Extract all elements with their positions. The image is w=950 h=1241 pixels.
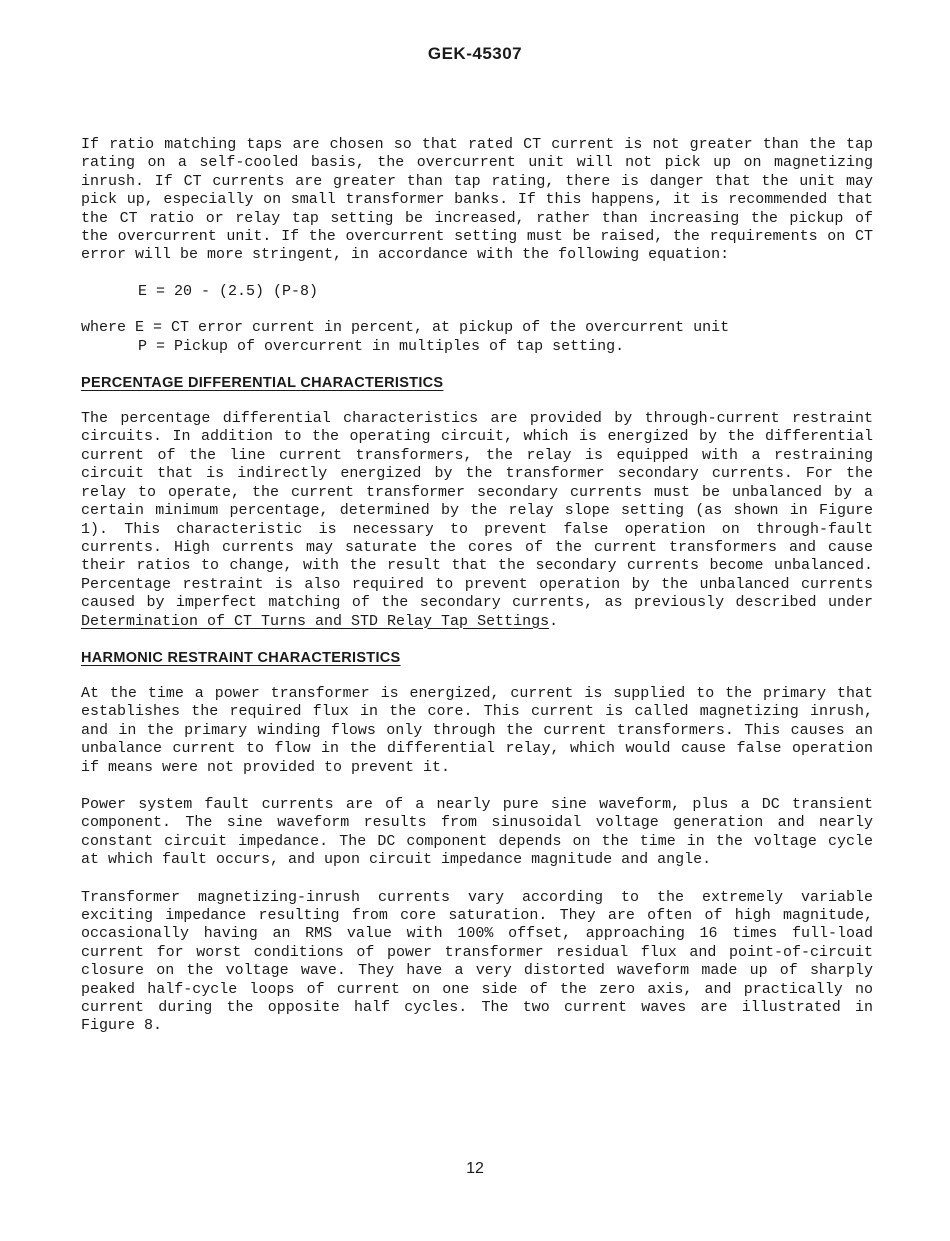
section-heading-percentage: PERCENTAGE DIFFERENTIAL CHARACTERISTICS (81, 375, 444, 392)
intro-paragraph: If ratio matching taps are chosen so that rated CT current is not greater than the tap rating on a self-cooled basis, the overcurrent unit will not pick up on magnetizing inrush. If CT currents are greater than tap rating, there is danger that the unit may pick up, especially on small transformer banks. If this happens, it is recommended that the CT ratio or relay tap setting be increased, rather than increasing the pickup of the overcurrent unit. If the overcurrent setting must be raised, the requirements on CT error will be more stringent, in accordance with the following equation: (81, 136, 873, 264)
section-heading-harmonic: HARMONIC RESTRAINT CHARACTERISTICS (81, 649, 401, 666)
harmonic-paragraph-2: Power system fault currents are of a nearly pure sine waveform, plus a DC transient component. The sine waveform results from sinusoidal voltage generation and nearly constant circuit impedance. The DC component depends on the time in the voltage cycle at which fault occurs, and upon circuit impedance magnitude and angle. (81, 795, 873, 869)
percentage-paragraph (81, 410, 873, 631)
harmonic-paragraph-1: At the time a power transformer is energized, current is supplied to the primary that establishes the required flux in the core. This current is called magnetizing inrush, and in the primary winding flows only through the current transformers. This causes an unbalance current to flow in the differential relay, which would cause false operation if means were not provided to prevent it. (81, 684, 873, 776)
harmonic-paragraph-3: Transformer magnetizing-inrush currents vary according to the extremely variable exciting impedance resulting from core saturation. They are often of high magnitude, occasionally having an RMS value with 100% offset, approaching 16 times full-load current for worst conditions of power transformer residual flux and point-of-circuit closure on the voltage wave. They have a very distorted waveform made up of sharply peaked half-cycle loops of current on one side of the zero axis, and practically no current during the opposite half cycles. The two current waves are illustrated in Figure 8. (81, 888, 873, 1035)
where-line-2: P = Pickup of overcurrent in multiples of tap setting. (138, 337, 625, 355)
percentage-paragraph-end: . (549, 612, 559, 630)
percentage-paragraph-text: The percentage differential characteristics are provided by through-current restraint circuits. In addition to the operating circuit, which is energized by the differential current of the line current transformers, the relay is equipped with a restraining circuit that is indirectly energized by the transformer secondary currents. For the relay to operate, the current transformer secondary currents must be unbalanced by a certain minimum percentage, determined by the relay slope setting (as shown in Figure 1). This characteristic is necessary to prevent false operation on through-fault currents. High currents may saturate the cores of the current transformers and cause their ratios to change, with the result that the secondary currents become unbalanced. Percentage restraint is also required to prevent operation by the unbalanced currents caused by imperfect matching of the secondary currents, as previously described under (81, 410, 873, 612)
page-content (81, 136, 873, 1036)
page-number: 12 (466, 1160, 484, 1177)
cross-reference-link: Determination of CT Turns and STD Relay Tap Settings (81, 612, 550, 630)
equation-block (81, 283, 873, 356)
equation: E = 20 - (2.5) (P-8) (138, 282, 319, 300)
document-id: GEK-45307 (427, 44, 523, 63)
where-line-1: where E = CT error current in percent, at pickup of the overcurrent unit (81, 319, 730, 337)
